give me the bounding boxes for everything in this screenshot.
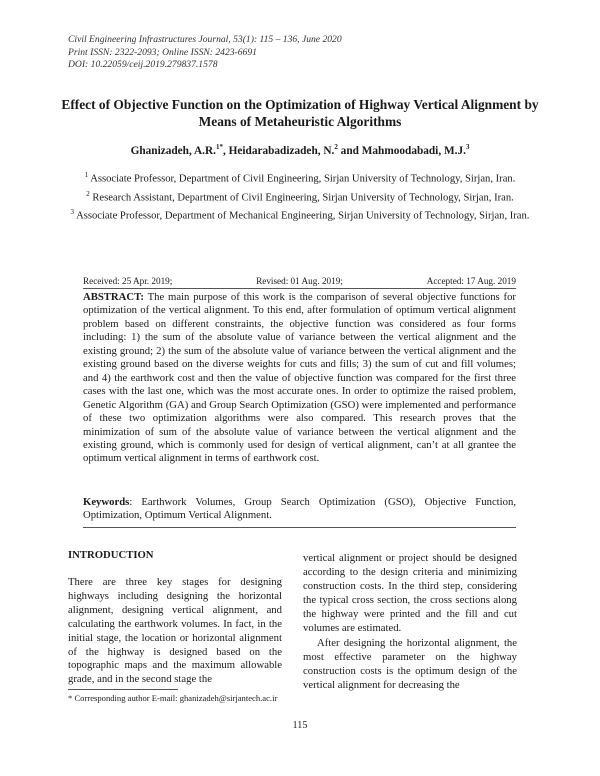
author-2: Heidarabadizadeh, N. — [228, 144, 335, 157]
author-1: Ghanizadeh, A.R. — [130, 144, 216, 157]
submission-dates — [83, 276, 516, 286]
footnote-rule — [68, 689, 178, 690]
journal-issn: Print ISSN: 2322-2093; Online ISSN: 2423-6691 — [68, 46, 257, 58]
abstract-top-rule — [83, 288, 516, 289]
affiliation-1-text: Associate Professor, Department of Civil Engineering, Sirjan University of Technology, Sirjan, Iran. — [88, 173, 516, 185]
keywords-label: Keywords — [83, 496, 130, 508]
intro-paragraph-2: vertical alignment or project should be designed according to the design criteria and minimizing construction costs. In the third step, considering the typical cross section, the cross sections along the highway were printed and the fill and cut volumes are estimated. — [303, 552, 517, 634]
revised-date: Revised: 01 Aug. 2019; — [256, 276, 343, 286]
corresponding-email[interactable]: ghanizadeh@sirjantech.ac.ir — [179, 693, 278, 703]
journal-citation: Civil Engineering Infrastructures Journal, 53(1): 115 – 136, June 2020 — [68, 34, 342, 45]
affiliation-2-num: 2 — [86, 189, 90, 198]
author-3: Mahmoodabadi, M.J. — [361, 144, 466, 157]
affiliation-2 — [70, 187, 530, 206]
affiliation-2-text: Research Assistant, Department of Civil Engineering, Sirjan University of Technology, Sirjan, Iran. — [89, 192, 514, 204]
affiliation-3 — [70, 205, 530, 224]
affiliation-1-num: 1 — [84, 171, 89, 179]
section-heading-introduction: INTRODUCTION — [68, 549, 154, 561]
right-column — [303, 552, 517, 693]
accepted-date: Accepted: 17 Aug. 2019 — [426, 276, 516, 286]
keywords-bottom-rule — [83, 527, 516, 528]
abstract — [83, 291, 516, 466]
intro-paragraph-3: After designing the horizontal alignment, the most effective parameter on the highway construction costs is the optimum design of the vertical alignment for decreasing the — [303, 637, 517, 692]
author-3-sup: 3 — [465, 143, 470, 151]
paper-title: Effect of Objective Function on the Optimization of Highway Vertical Alignment by Means of Metaheuristic Algorithms — [61, 97, 539, 129]
author-2-sup: 2 — [334, 143, 338, 151]
footnote-label: * Corresponding author E-mail: — [68, 693, 180, 703]
journal-doi: DOI: 10.22059/ceij.2019.279837.1578 — [68, 59, 218, 70]
author-sep-1: , — [222, 144, 229, 157]
author-list — [60, 143, 540, 157]
received-date: Received: 25 Apr. 2019; — [83, 276, 173, 286]
abstract-label: ABSTRACT: — [83, 291, 144, 303]
keywords-text: : Earthwork Volumes, Group Search Optimization (GSO), Objective Function, Optimization, Optimum Vertical Alignment. — [83, 496, 516, 522]
author-sep-2: and — [337, 144, 362, 157]
affiliation-3-num: 3 — [70, 208, 75, 217]
affiliations — [70, 168, 530, 224]
author-1-sup: 1* — [215, 143, 223, 151]
affiliation-3-text: Associate Professor, Department of Mechanical Engineering, Sirjan University of Technology, Sirjan, Iran. — [74, 210, 530, 222]
page-number: 115 — [292, 720, 308, 731]
abstract-text: The main purpose of this work is the comparison of several objective functions for optimization of the vertical alignment. To this end, after formulation of optimum vertical alignment problem based on different constraints, the objective function was considered as four forms including: 1) the sum of the absolute value of variance between the vertical alignment and the existing ground; 2) the sum of the absolute value of variance between the vertical alignment and the existing ground based on the diverse weights for cuts and fills; 3) the sum of cut and fill volumes; and 4) the earthwork cost and then the value of objective function was compared for the first three cases with the last one, which was the most accurate ones. In order to optimize the raised problem, Genetic Algorithm (GA) and Group Search Optimization (GSO) were implemented and performance of these two optimization algorithms were also compared. This research proves that the minimization of sum of the absolute value of variance between the vertical alignment and the existing ground, which is commonly used for design of vertical alignment, can’t at all grantee the optimum vertical alignment in terms of earthwork cost. — [83, 291, 516, 465]
left-column — [68, 576, 282, 687]
affiliation-1 — [70, 168, 530, 187]
corresponding-author-note — [68, 693, 277, 703]
keywords — [83, 496, 516, 523]
intro-paragraph-1: There are three key stages for designing highways including designing the horizontal alignment, designing vertical alignment, and calculating the earthwork volumes. In fact, in the initial stage, the location or horizontal alignment of the highway is designed based on the topographic maps and the maximum allowable grade, and in the second stage the — [68, 576, 282, 686]
